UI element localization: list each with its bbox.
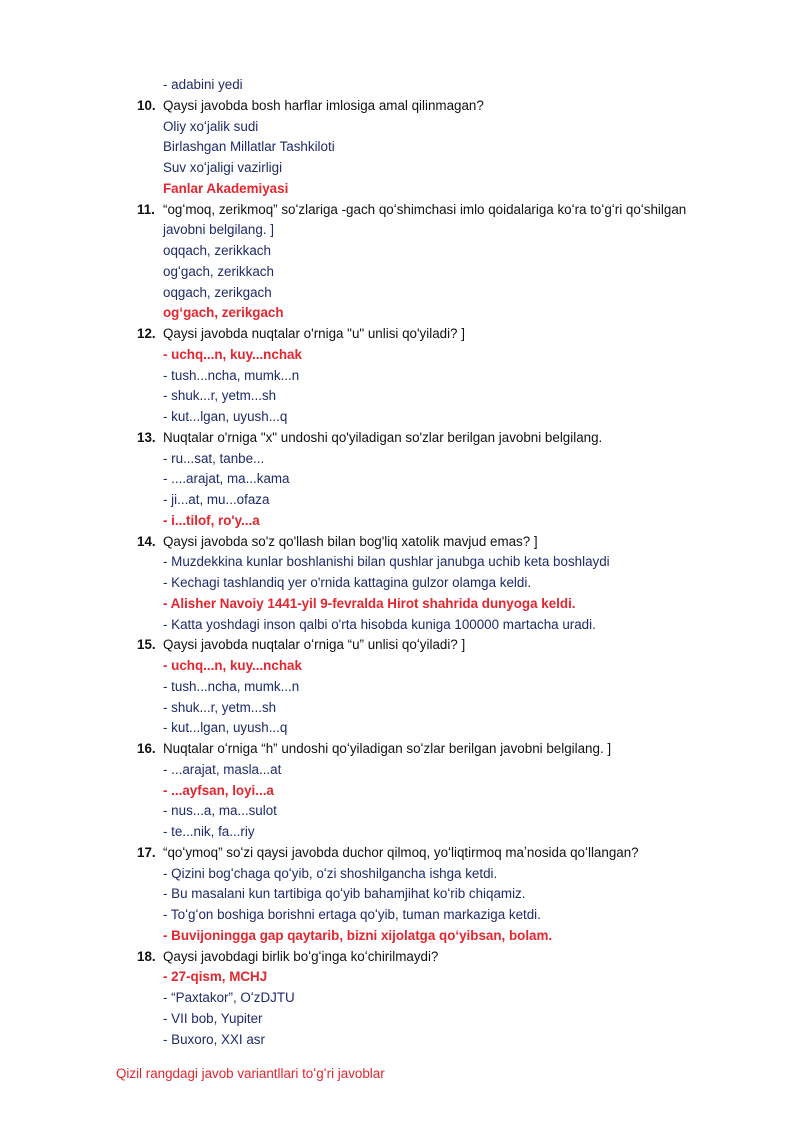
option-line xyxy=(0,967,800,988)
answer-option: Birlashgan Millatlar Tashkiloti xyxy=(163,139,335,155)
question-line xyxy=(0,220,800,241)
answer-option: - Muzdekkina kunlar boshlanishi bilan qushlar janubga uchib keta boshlaydi xyxy=(163,554,610,570)
question-text: Qaysi javobda so'z qo'llash bilan bog'liq xatolik mavjud emas? ] xyxy=(163,533,538,549)
option-line xyxy=(0,698,800,719)
question-number: 12. xyxy=(137,326,156,341)
question-text: Nuqtalar o'rniga "x" undoshi qo'yiladigan so'zlar berilgan javobni belgilang. xyxy=(163,429,603,445)
answer-option: oqgach, zerikgach xyxy=(163,284,272,300)
option-line xyxy=(0,760,800,781)
document-body xyxy=(0,75,800,1050)
answer-option: - Toʻgʻon boshiga borishni ertaga qoʻyib, tuman markaziga ketdi. xyxy=(163,907,541,922)
question-text-continued: javobni belgilang. ] xyxy=(163,222,274,238)
intro-line xyxy=(0,75,800,96)
correct-answer-option: - Buvijoningga gap qaytarib, bizni xijolatga qoʻyibsan, bolam. xyxy=(163,927,553,943)
answer-option: - Qizini bogʻchaga qoʻyib, oʻzi shoshilgancha ishga ketdi. xyxy=(163,865,498,881)
option-line xyxy=(0,407,800,428)
correct-answer-option: - Alisher Navoiy 1441-yil 9-fevralda Hirot shahrida dunyoga keldi. xyxy=(163,595,576,611)
question-text: Qaysi javobdagi birlik boʻgʻinga koʻchirilmaydi? xyxy=(163,948,439,964)
correct-answer-option: ogʻgach, zerikgach xyxy=(163,305,284,321)
question-number: 18. xyxy=(137,948,156,964)
answer-option: - ru...sat, tanbe... xyxy=(163,450,265,466)
correct-answer-option: - ...ayfsan, loyi...a xyxy=(163,782,274,798)
question-line xyxy=(0,96,800,117)
question-line xyxy=(0,324,800,345)
question-text: Nuqtalar oʻrniga “h” undoshi qoʻyiladigan soʻzlar berilgan javobni belgilang. ] xyxy=(163,741,612,756)
option-line xyxy=(0,884,800,905)
option-line xyxy=(0,241,800,262)
option-line xyxy=(0,366,800,387)
question-text: “ogʻmoq, zerikmoq” soʻzlariga -gach qoʻshimchasi imlo qoidalariga koʻra toʻgʻri qoʻshilgan xyxy=(163,201,687,217)
option-line xyxy=(0,1009,800,1030)
option-line xyxy=(0,988,800,1009)
answer-option: - shuk...r, yetm...sh xyxy=(163,388,277,404)
question-line xyxy=(0,843,800,864)
question-number: 15. xyxy=(137,637,156,653)
answer-option: - tush...ncha, mumk...n xyxy=(163,367,300,383)
option-line xyxy=(0,262,800,283)
option-line xyxy=(0,677,800,698)
answer-option: oqqach, zerikkach xyxy=(163,243,271,258)
answer-option: - Katta yoshdagi inson qalbi o'rta hisobda kuniga 100000 martacha uradi. xyxy=(163,616,596,632)
question-number: 17. xyxy=(137,844,156,860)
answer-option: - Bu masalani kun tartibiga qoʻyib bahamjihat koʻrib chiqamiz. xyxy=(163,886,526,902)
option-line xyxy=(0,905,800,926)
option-line xyxy=(0,594,800,615)
question-text: Qaysi javobda nuqtalar oʻrniga “u” unlisi qoʻyiladi? ] xyxy=(163,637,466,653)
option-line xyxy=(0,158,800,179)
option-line xyxy=(0,718,800,739)
option-line xyxy=(0,822,800,843)
question-line xyxy=(0,532,800,553)
option-line xyxy=(0,511,800,532)
correct-answer-option: Fanlar Akademiyasi xyxy=(163,180,289,196)
option-line xyxy=(0,801,800,822)
answer-option: ogʻgach, zerikkach xyxy=(163,263,274,279)
option-line xyxy=(0,490,800,511)
option-line xyxy=(0,449,800,470)
correct-answer-option: - uchq...n, kuy...nchak xyxy=(163,658,302,673)
answer-option: - nus...a, ma...sulot xyxy=(163,803,277,819)
answer-option: - ...arajat, masla...at xyxy=(163,761,282,777)
answer-option: - VII bob, Yupiter xyxy=(163,1010,263,1026)
correct-answer-option: - 27-qism, MCHJ xyxy=(163,969,268,985)
option-line xyxy=(0,656,800,677)
answer-option: - kut...lgan, uyush...q xyxy=(163,409,288,424)
option-line xyxy=(0,781,800,802)
correct-answer-option: - i...tilof, ro'y...a xyxy=(163,512,260,528)
answer-option: - Buxoro, XXI asr xyxy=(163,1031,265,1047)
option-line xyxy=(0,386,800,407)
option-line xyxy=(0,469,800,490)
answer-option: - tush...ncha, mumk...n xyxy=(163,678,300,694)
correct-answer-option: - uchq...n, kuy...nchak xyxy=(163,346,302,362)
question-number: 16. xyxy=(137,741,156,756)
option-line xyxy=(0,552,800,573)
answer-option: - ....arajat, ma...kama xyxy=(163,471,290,487)
question-text: Qaysi javobda nuqtalar o'rniga "u" unlisi qo'yiladi? ] xyxy=(163,326,465,341)
option-line xyxy=(0,345,800,366)
answer-option: - te...nik, fa...riy xyxy=(163,824,255,839)
question-number: 13. xyxy=(137,429,156,445)
option-line xyxy=(0,283,800,304)
answer-option: - shuk...r, yetm...sh xyxy=(163,699,277,715)
option-line xyxy=(0,926,800,947)
option-line xyxy=(0,303,800,324)
question-number: 10. xyxy=(137,97,156,113)
question-line xyxy=(0,200,800,221)
intro-option: - adabini yedi xyxy=(163,77,243,92)
option-line xyxy=(0,864,800,885)
question-number: 11. xyxy=(137,201,155,217)
answer-option: Oliy xoʻjalik sudi xyxy=(163,118,259,134)
question-text: Qaysi javobda bosh harflar imlosiga amal qilinmagan? xyxy=(163,97,484,113)
answer-option: - “Paxtakor”, OʻzDJTU xyxy=(163,990,295,1005)
answer-option: - Kechagi tashlandiq yer o'rnida kattagina gulzor olamga keldi. xyxy=(163,575,532,590)
option-line xyxy=(0,573,800,594)
option-line xyxy=(0,1030,800,1051)
answer-option: Suv xoʻjaligi vazirligi xyxy=(163,160,283,175)
answer-option: - kut...lgan, uyush...q xyxy=(163,720,288,736)
question-line xyxy=(0,739,800,760)
option-line xyxy=(0,117,800,138)
question-text: “qoʻymoq” soʻzi qaysi javobda duchor qilmoq, yoʻliqtirmoq maʼnosida qoʻllangan? xyxy=(163,844,639,860)
question-number: 14. xyxy=(137,533,156,549)
answer-option: - ji...at, mu...ofaza xyxy=(163,492,270,507)
question-line xyxy=(0,428,800,449)
option-line xyxy=(0,179,800,200)
option-line xyxy=(0,615,800,636)
question-line xyxy=(0,947,800,968)
option-line xyxy=(0,137,800,158)
question-line xyxy=(0,635,800,656)
footer-note: Qizil rangdagi javob variantllari toʻgʻri javoblar xyxy=(116,1066,385,1081)
